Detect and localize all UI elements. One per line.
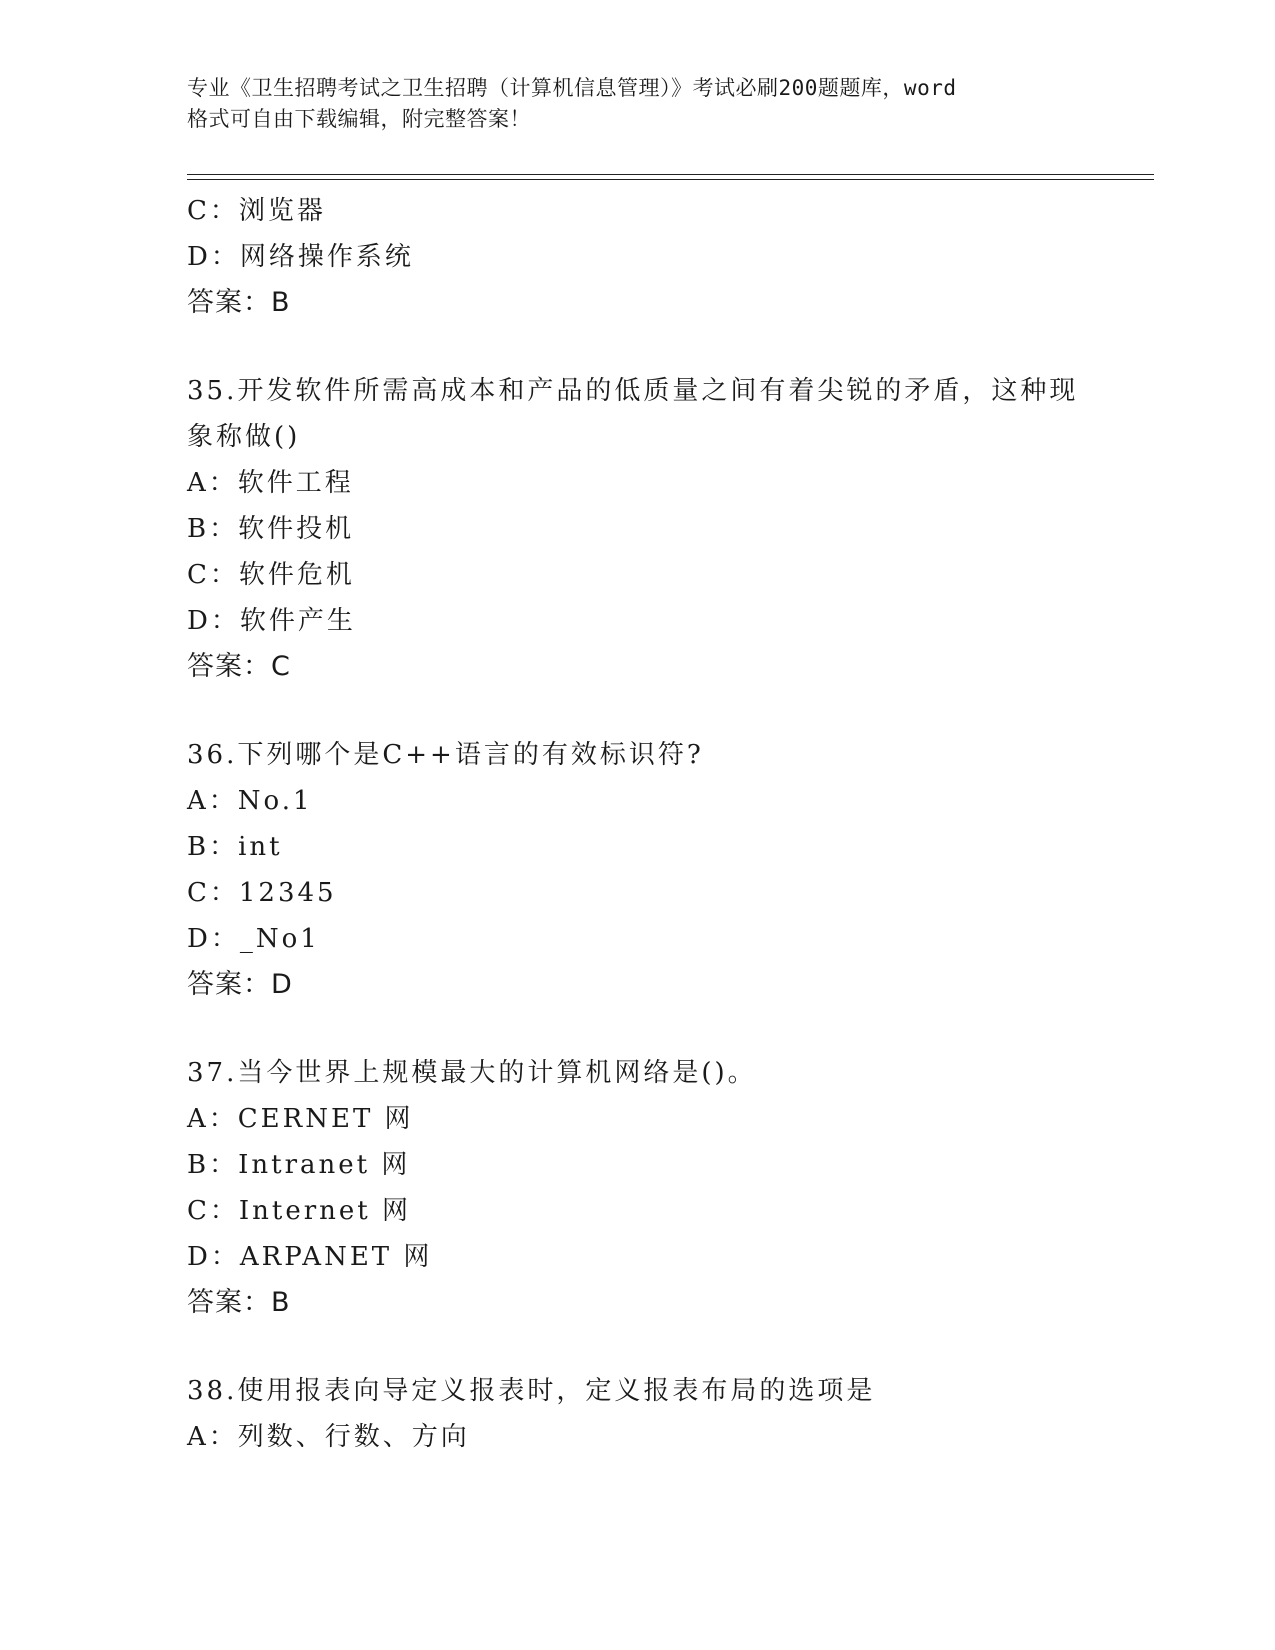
answer-line: 答案：D [187,969,293,1000]
question-35 [187,368,1137,690]
option-a: A：No.1 [187,786,313,816]
option-b: B：软件投机 [187,514,355,544]
option-c: C：Internet 网 [187,1196,412,1226]
document-header [187,73,1087,135]
question-37 [187,1050,1137,1326]
option-b: B：int [187,832,283,862]
question-stem: 38.使用报表向导定义报表时，定义报表布局的选项是 [187,1376,876,1406]
option-a: A：软件工程 [187,468,354,498]
header-line-2: 格式可自由下载编辑，附完整答案！ [187,107,531,131]
answer-line: 答案：B [187,287,291,318]
question-36 [187,732,1137,1008]
option-a: A：列数、行数、方向 [187,1422,470,1452]
header-rule-bottom [187,179,1154,180]
option-d: D：_No1 [187,924,320,954]
question-stem: 35.开发软件所需高成本和产品的低质量之间有着尖锐的矛盾，这种现 [187,376,1079,406]
question-38 [187,1368,1137,1460]
answer-line: 答案：C [187,651,291,682]
option-c: C：12345 [187,878,337,908]
header-rule-top [187,174,1154,175]
question-34-continued [187,188,1137,326]
option-d: D：ARPANET 网 [187,1242,433,1272]
question-stem: 36.下列哪个是C++语言的有效标识符? [187,740,704,770]
option-c: C：软件危机 [187,560,355,590]
option-c: C：浏览器 [187,196,326,226]
option-d: D：软件产生 [187,606,356,636]
answer-line: 答案：B [187,1287,291,1318]
option-d: D：网络操作系统 [187,242,414,272]
question-stem: 37.当今世界上规模最大的计算机网络是()。 [187,1058,757,1088]
question-list [187,188,1137,1460]
option-b: B：Intranet 网 [187,1150,411,1180]
header-line-1: 专业《卫生招聘考试之卫生招聘（计算机信息管理）》考试必刷200题题库，word [187,76,957,100]
question-stem-continued: 象称做() [187,422,301,452]
option-a: A：CERNET 网 [187,1104,414,1134]
